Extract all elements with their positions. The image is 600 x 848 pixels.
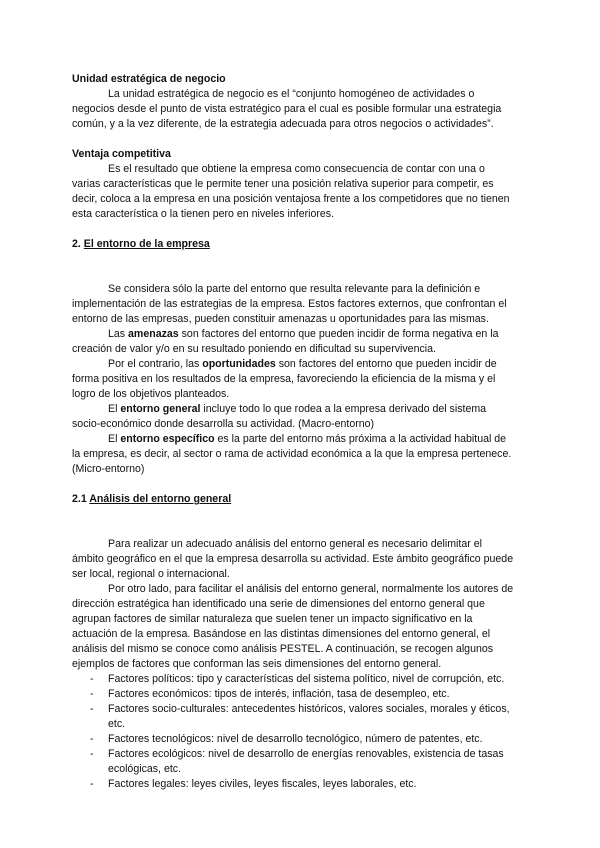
section-number: 2.	[72, 238, 84, 250]
list-item-text: Factores ecológicos: nivel de desarrollo de energías renovables, existencia de tasas ecológicas, etc.	[108, 748, 504, 775]
paragraph-analisis-1: Para realizar un adecuado análisis del entorno general es necesario delimitar el ámbito geográfico en el que la empresa desarrolla su actividad. Este ámbito geográfico puede ser local, regional o internacional.	[72, 538, 514, 580]
bullet-dash: -	[90, 748, 94, 760]
list-item	[72, 702, 514, 732]
list-item	[72, 747, 514, 777]
text-run: incluye todo lo que rodea a la empresa derivado del sistema socio-económico donde desarrolla su actividad. (Macro-entorno)	[72, 403, 487, 430]
term-entorno-especifico: entorno específico	[120, 433, 215, 445]
bullet-dash: -	[90, 688, 94, 700]
paragraph-entorno-intro: Se considera sólo la parte del entorno que resulta relevante para la definición e implementación de las estrategias de la empresa. Estos factores externos, que confrontan el entorno de las empresas, pueden constituir amenazas u oportunidades para las mismas.	[72, 283, 507, 325]
paragraph-amenazas	[72, 327, 514, 357]
section-heading-unidad: Unidad estratégica de negocio	[72, 73, 226, 85]
bullet-dash: -	[90, 778, 94, 790]
term-entorno-general: entorno general	[120, 403, 201, 415]
section-number: 2.1	[72, 493, 90, 505]
bullet-dash: -	[90, 703, 94, 715]
term-amenazas: amenazas	[128, 328, 179, 340]
list-item	[72, 687, 514, 702]
list-item-text: Factores políticos: tipo y características del sistema político, nivel de corrupción, etc.	[108, 673, 505, 685]
paragraph-unidad: La unidad estratégica de negocio es el “conjunto homogéneo de actividades o negocios desde el punto de vista estratégico para el cual es posible formular una estrategia común, y a la vez diferente, de la estrategia adecuada para otros negocios o actividades”.	[72, 88, 502, 130]
bullet-dash: -	[90, 733, 94, 745]
section-heading-analisis	[72, 492, 514, 507]
paragraph-entorno-general	[72, 402, 514, 432]
paragraph-analisis-2: Por otro lado, para facilitar el análisis del entorno general, normalmente los autores de dirección estratégica han identificado una serie de dimensiones del entorno general que agrupan factores de similar naturaleza que suelen tener un impacto significativo en la actuación de la empresa. Basándose en las distintas dimensiones del entorno general, el análisis del mismo se conoce como análisis PESTEL. A continuación, se recogen algunos ejemplos de factores que conforman las seis dimensiones del entorno general.	[72, 583, 514, 670]
list-item	[72, 732, 514, 747]
text-run: son factores del entorno que pueden incidir de forma positiva en los resultados de la empresa, favoreciendo la eficiencia de la misma y el logro de los objetivos planteados.	[72, 358, 497, 400]
section-heading-entorno	[72, 237, 514, 252]
paragraph-ventaja: Es el resultado que obtiene la empresa como consecuencia de contar con una o varias características que le permite tener una posición relativa superior para competir, es decir, coloca a la empresa en una posición ventajosa frente a los competidores que no tienen esta característica o la tienen pero en niveles inferiores.	[72, 163, 510, 220]
section-title: El entorno de la empresa	[83, 238, 210, 250]
text-run: Por el contrario, las	[108, 358, 203, 370]
text-run: Las	[108, 328, 129, 340]
text-run: son factores del entorno que pueden incidir de forma negativa en la creación de valor y/o en su resultado poniendo en dificultad su supervivencia.	[72, 328, 499, 355]
text-run: El	[108, 433, 121, 445]
text-run: El	[108, 403, 121, 415]
list-item-text: Factores socio-culturales: antecedentes históricos, valores sociales, morales y éticos, etc.	[108, 703, 510, 730]
list-item-text: Factores tecnológicos: nivel de desarrollo tecnológico, número de patentes, etc.	[108, 733, 483, 745]
paragraph-entorno-especifico	[72, 432, 514, 477]
bullet-dash: -	[90, 673, 94, 685]
list-item	[72, 672, 514, 687]
list-item	[72, 777, 514, 792]
pestel-factor-list	[72, 672, 514, 792]
paragraph-oportunidades	[72, 357, 514, 402]
list-item-text: Factores legales: leyes civiles, leyes fiscales, leyes laborales, etc.	[108, 778, 417, 790]
text-run: es la parte del entorno más próxima a la actividad habitual de la empresa, es decir, al sector o rama de actividad económica a la que la empresa pertenece. (Micro-entorno)	[72, 433, 512, 475]
section-title: Análisis del entorno general	[89, 493, 232, 505]
list-item-text: Factores económicos: tipos de interés, inflación, tasa de desempleo, etc.	[108, 688, 450, 700]
section-heading-ventaja: Ventaja competitiva	[72, 148, 171, 160]
term-oportunidades: oportunidades	[202, 358, 276, 370]
